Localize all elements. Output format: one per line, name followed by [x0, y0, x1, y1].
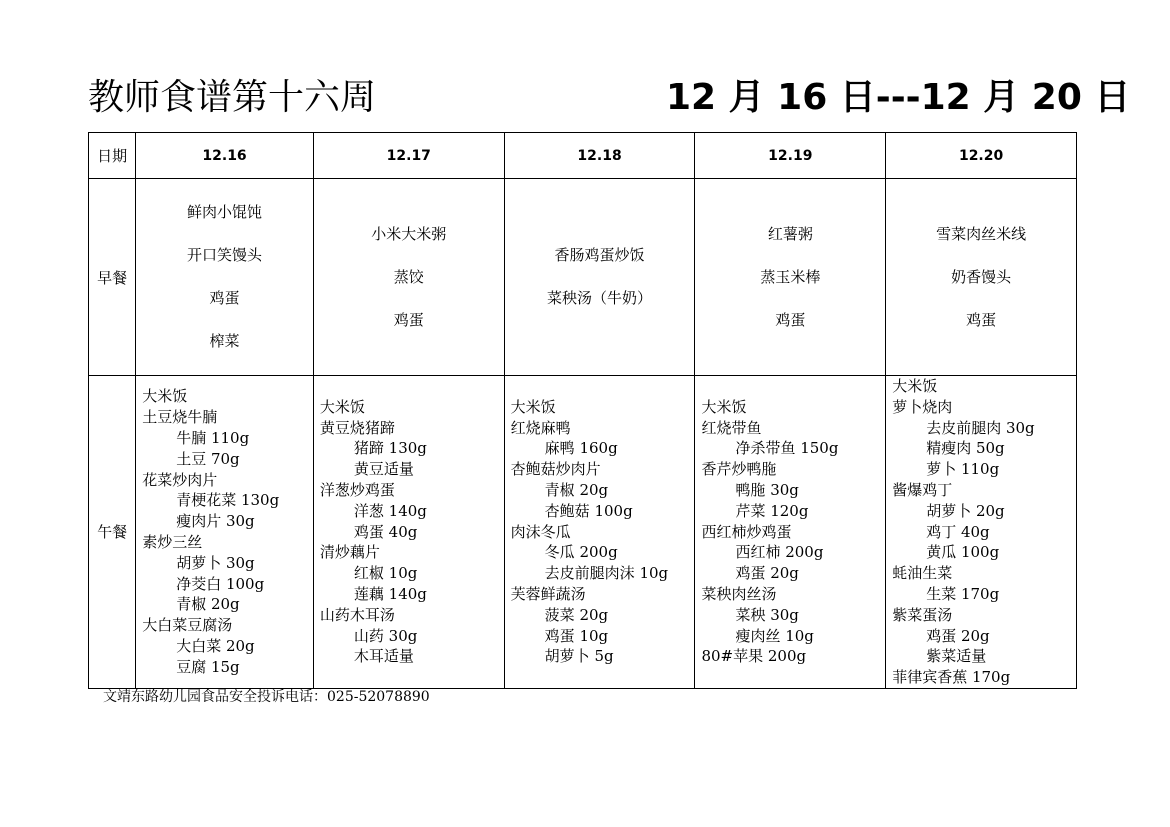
ingredient-item: 芹菜 120g	[735, 501, 809, 520]
breakfast-item: 鸡蛋	[209, 289, 240, 307]
dish-item: 大米饭	[510, 397, 556, 416]
lunch-row	[89, 376, 1077, 689]
ingredient-item: 鸡蛋 10g	[544, 626, 609, 645]
dish-item: 西红柿炒鸡蛋	[701, 522, 792, 541]
breakfast-row	[89, 179, 1077, 376]
breakfast-label: 早餐	[89, 179, 136, 376]
ingredient-item: 木耳适量	[353, 647, 414, 666]
dish-item: 大米饭	[319, 397, 365, 416]
dish-item: 红烧麻鸭	[510, 418, 571, 437]
ingredient-item: 黄瓜 100g	[926, 543, 1000, 562]
dish-item: 大米饭	[701, 397, 747, 416]
ingredient-item: 猪蹄 130g	[353, 439, 427, 458]
ingredient-item: 菜秧 30g	[735, 605, 799, 624]
dish-item: 清炒藕片	[319, 543, 380, 562]
ingredient-item: 紫菜适量	[926, 647, 987, 666]
ingredient-item: 鸭胣 30g	[735, 480, 799, 499]
ingredient-item: 土豆 70g	[176, 449, 240, 468]
breakfast-cell	[313, 179, 504, 376]
ingredient-item: 去皮前腿肉 30g	[926, 418, 1035, 437]
dish-item: 80#苹果 200g	[701, 647, 807, 666]
lunch-items	[695, 397, 885, 667]
lunch-items	[505, 397, 695, 667]
ingredient-item: 麻鸭 160g	[544, 439, 618, 458]
lunch-cell	[136, 376, 314, 689]
menu-table	[88, 132, 1077, 689]
ingredient-item: 山药 30g	[353, 626, 418, 645]
ingredient-item: 青梗花菜 130g	[176, 491, 280, 510]
page-title: 教师食谱第十六周	[88, 77, 377, 118]
ingredient-item: 瘦肉丝 10g	[735, 626, 814, 645]
breakfast-item: 香肠鸡蛋炒饭	[554, 246, 645, 264]
ingredient-item: 净茭白 100g	[176, 574, 265, 593]
complaint-hotline: 文靖东路幼儿园食品安全投诉电话：025-52078890	[103, 689, 430, 705]
dish-item: 黄豆烧猪蹄	[319, 418, 395, 437]
ingredient-item: 瘦肉片 30g	[176, 512, 255, 531]
date-cell: 12.19	[695, 133, 886, 179]
date-label: 日期	[89, 133, 136, 179]
breakfast-items	[695, 213, 885, 342]
dish-item: 香芹炒鸭胣	[701, 460, 777, 479]
ingredient-item: 西红柿 200g	[735, 543, 824, 562]
dish-item: 土豆烧牛腩	[142, 408, 218, 427]
ingredient-item: 大白菜 20g	[176, 636, 255, 655]
dish-item: 蚝油生菜	[892, 564, 953, 583]
lunch-items	[314, 397, 504, 667]
lunch-cell	[504, 376, 695, 689]
breakfast-cell	[136, 179, 314, 376]
breakfast-cell	[695, 179, 886, 376]
ingredient-item: 净杀带鱼 150g	[735, 439, 839, 458]
lunch-items	[886, 376, 1076, 688]
breakfast-item: 菜秧汤（牛奶）	[547, 289, 653, 307]
dish-item: 酱爆鸡丁	[892, 480, 953, 499]
lunch-cell	[313, 376, 504, 689]
ingredient-item: 鸡蛋 20g	[735, 564, 799, 583]
dish-item: 山药木耳汤	[319, 605, 395, 624]
ingredient-item: 牛腩 110g	[176, 428, 250, 447]
breakfast-cell	[886, 179, 1077, 376]
breakfast-item: 小米大米粥	[371, 224, 447, 243]
dish-item: 大白菜豆腐汤	[142, 616, 233, 635]
breakfast-cell	[504, 179, 695, 376]
breakfast-item: 红薯粥	[767, 224, 813, 243]
dish-item: 萝卜烧肉	[892, 397, 953, 416]
ingredient-item: 胡萝卜 30g	[176, 553, 255, 572]
ingredient-item: 黄豆适量	[353, 460, 414, 479]
breakfast-items	[136, 191, 313, 363]
date-cell: 12.17	[313, 133, 504, 179]
breakfast-item: 奶香馒头	[951, 267, 1012, 286]
breakfast-item: 鲜肉小馄饨	[187, 203, 263, 221]
breakfast-items	[886, 213, 1076, 342]
ingredient-item: 豆腐 15g	[176, 657, 240, 676]
dish-item: 洋葱炒鸡蛋	[319, 480, 395, 499]
breakfast-item: 榨菜	[209, 332, 240, 350]
breakfast-item: 蒸饺	[393, 267, 424, 286]
ingredient-item: 胡萝卜 5g	[544, 647, 614, 666]
lunch-label: 午餐	[89, 376, 136, 689]
ingredient-item: 洋葱 140g	[353, 501, 427, 520]
breakfast-item: 开口笑馒头	[187, 246, 263, 264]
ingredient-item: 去皮前腿肉沫 10g	[544, 564, 669, 583]
ingredient-item: 鸡蛋 20g	[926, 626, 990, 645]
breakfast-items	[314, 213, 504, 342]
ingredient-item: 冬瓜 200g	[544, 543, 618, 562]
ingredient-item: 莲藕 140g	[353, 584, 427, 603]
ingredient-item: 鸡蛋 40g	[353, 522, 418, 541]
ingredient-item: 萝卜 110g	[926, 460, 1000, 479]
dish-item: 素炒三丝	[142, 532, 203, 551]
ingredient-item: 胡萝卜 20g	[926, 501, 1005, 520]
ingredient-item: 红椒 10g	[353, 564, 418, 583]
dish-item: 大米饭	[892, 377, 938, 395]
ingredient-item: 青椒 20g	[176, 595, 240, 614]
breakfast-item: 雪菜肉丝米线	[936, 224, 1027, 243]
ingredient-item: 鸡丁 40g	[926, 522, 990, 541]
breakfast-item: 鸡蛋	[775, 310, 806, 329]
date-cell: 12.18	[504, 133, 695, 179]
ingredient-item: 精瘦肉 50g	[926, 439, 1005, 458]
dish-item: 大米饭	[142, 387, 188, 406]
ingredient-item: 杏鲍菇 100g	[544, 501, 633, 520]
dish-item: 红烧带鱼	[701, 418, 762, 437]
date-cell: 12.16	[136, 133, 314, 179]
dish-item: 杏鲍菇炒肉片	[510, 460, 601, 479]
ingredient-item: 菠菜 20g	[544, 605, 609, 624]
lunch-cell	[886, 376, 1077, 689]
ingredient-item: 青椒 20g	[544, 480, 609, 499]
date-cell: 12.20	[886, 133, 1077, 179]
dish-item: 菲律宾香蕉 170g	[892, 668, 1011, 687]
lunch-cell	[695, 376, 886, 689]
dish-item: 肉沫冬瓜	[510, 522, 571, 541]
breakfast-item: 蒸玉米棒	[760, 267, 821, 286]
dish-item: 菜秧肉丝汤	[701, 584, 777, 603]
breakfast-item: 鸡蛋	[966, 310, 997, 329]
dish-item: 花菜炒肉片	[142, 470, 218, 489]
breakfast-items	[505, 234, 695, 320]
breakfast-item: 鸡蛋	[393, 310, 424, 329]
ingredient-item: 生菜 170g	[926, 584, 1000, 603]
dish-item: 紫菜蛋汤	[892, 605, 953, 624]
lunch-items	[136, 386, 313, 677]
date-header-row	[89, 133, 1077, 179]
dish-item: 芙蓉鲜蔬汤	[510, 584, 586, 603]
date-range: 12 月 16 日---12 月 20 日	[666, 77, 1131, 118]
